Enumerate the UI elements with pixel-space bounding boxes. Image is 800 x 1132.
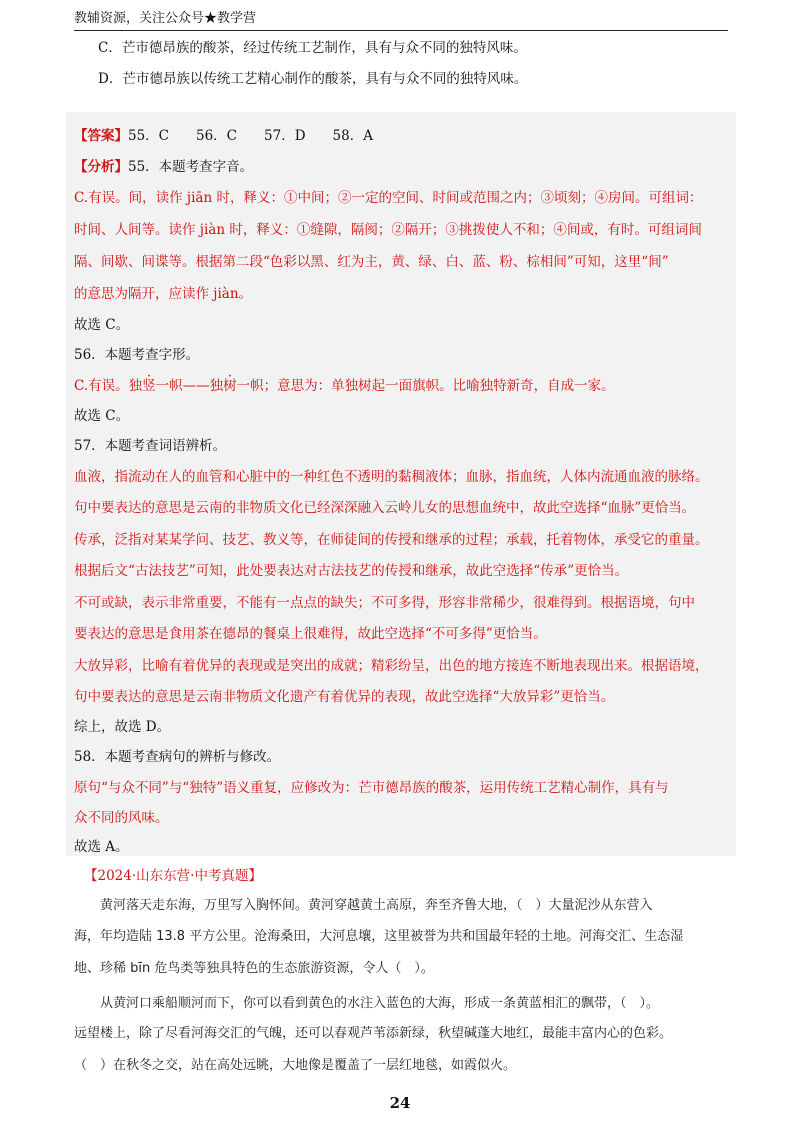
q55-line: 时间、人间等。读作 jiàn 时，释义：①缝隙，隔阂；②隔开；③挑拨使人不和；④间或，有时。可组词间 xyxy=(74,222,702,238)
q56-right-char: 树 xyxy=(223,378,237,394)
q56-wrong-char: 竖 xyxy=(142,378,156,394)
page-number: 24 xyxy=(389,1094,411,1112)
passage-line: 远望楼上，除了尽看河海交汇的气魄，还可以春观芦苇添新绿，秋望碱蓬大地红，最能丰富内心的色彩。 xyxy=(74,1026,673,1041)
page-header: 教辅资源，关注公众号★教学营 xyxy=(74,10,728,31)
q56-conclusion: 故选 C。 xyxy=(74,408,130,424)
passage-line: 从黄河口乘船顺河而下，你可以看到黄色的水注入蓝色的大海，形成一条黄蓝相汇的飘带，（ ）。 xyxy=(100,996,660,1011)
exam-tag: 【2024·山东东营·中考真题】 xyxy=(84,868,262,884)
q55-line: 的意思为隔开，应读作 jiàn。 xyxy=(74,286,253,302)
q56-suffix: 一帜；意思为：单独树起一面旗帜。比喻独特新奇，自成一家。 xyxy=(236,378,615,394)
q55-line: C.有误。间，读作 jiān 时，释义：①中间；②一定的空间、时间或范围之内；③顷刻；④房间。可组词： xyxy=(74,190,703,206)
q56-prefix: C.有误。独 xyxy=(74,378,143,394)
q58-conclusion: 故选 A。 xyxy=(74,839,129,855)
answer-label: 【答案】 xyxy=(74,128,128,144)
q55-title: 55．本题考查字音。 xyxy=(128,159,254,175)
answer-row xyxy=(74,126,373,146)
q57-line: 句中要表达的意思是云南非物质文化遗产有着优异的表现，故此空选择“大放异彩”更恰当。 xyxy=(74,689,615,705)
analysis-label: 【分析】 xyxy=(74,159,128,175)
q57-line: 要表达的意思是食用茶在德昂的餐桌上很难得，故此空选择“不可多得”更恰当。 xyxy=(74,626,547,642)
passage-line: （ ）在秋冬之交，站在高处远眺，大地像是覆盖了一层红地毯，如霞似火。 xyxy=(74,1058,517,1073)
q56-line xyxy=(74,376,615,396)
q57-title: 57．本题考查词语辨析。 xyxy=(74,438,227,454)
q55-conclusion: 故选 C。 xyxy=(74,317,130,333)
q58-line: 原句“与众不同”与“独特”语义重复，应修改为：芒市德昂族的酸茶，运用传统工艺精心制作，具有与 xyxy=(74,780,669,796)
q57-line: 大放异彩，比喻有着优异的表现或是突出的成就；精彩纷呈，出色的地方接连不断地表现出来。根据语境， xyxy=(74,658,709,674)
q56-middle: 一帜——独 xyxy=(155,378,224,394)
q57-line: 传承，泛指对某某学问、技艺、教义等，在师徒间的传授和继承的过程；承载，托着物体，承受它的重量。 xyxy=(74,532,709,548)
q58-line: 众不同的风味。 xyxy=(74,810,169,826)
answer-text: 55．C 56．C 57．D 58．A xyxy=(128,128,373,144)
q57-line: 句中要表达的意思是云南的非物质文化已经深深融入云岭儿女的思想血统中，故此空选择“血脉”更恰当。 xyxy=(74,500,696,516)
option-c: C．芒市德昂族的酸茶，经过传统工艺制作，具有与众不同的独特风味。 xyxy=(98,40,527,56)
option-d: D．芒市德昂族以传统工艺精心制作的酸茶，具有与众不同的独特风味。 xyxy=(98,71,528,87)
q57-line: 不可或缺，表示非常重要，不能有一点点的缺失；不可多得，形容非常稀少，很难得到。根据语境，句中 xyxy=(74,595,695,611)
passage-line: 海，年均造陆 13.8 平方公里。沧海桑田，大河息壤，这里被誉为共和国最年轻的土地。河海交汇、生态湿 xyxy=(74,929,684,944)
q58-title: 58．本题考查病句的辨析与修改。 xyxy=(74,749,281,765)
passage-line: 地、珍稀 bīn 危鸟类等独具特色的生态旅游资源，令人（ ）。 xyxy=(74,961,434,976)
q55-line: 隔、间歇、间谍等。根据第二段“色彩以黑、红为主，黄、绿、白、蓝、粉、棕相间”可知，这里“间” xyxy=(74,254,669,270)
q56-title: 56．本题考查字形。 xyxy=(74,347,200,363)
analysis-row xyxy=(74,157,253,177)
q57-conclusion: 综上，故选 D。 xyxy=(74,719,171,735)
q57-line: 血液，指流动在人的血管和心脏中的一种红色不透明的黏稠液体；血脉，指血统，人体内流通血液的脉络。 xyxy=(74,469,709,485)
q57-line: 根据后文“古法技艺”可知，此处要表达对古法技艺的传授和继承，故此空选择“传承”更恰当。 xyxy=(74,563,629,579)
passage-line: 黄河落天走东海，万里写入胸怀间。黄河穿越黄土高原，奔至齐鲁大地，（ ）大量泥沙从东营入 xyxy=(100,898,653,913)
